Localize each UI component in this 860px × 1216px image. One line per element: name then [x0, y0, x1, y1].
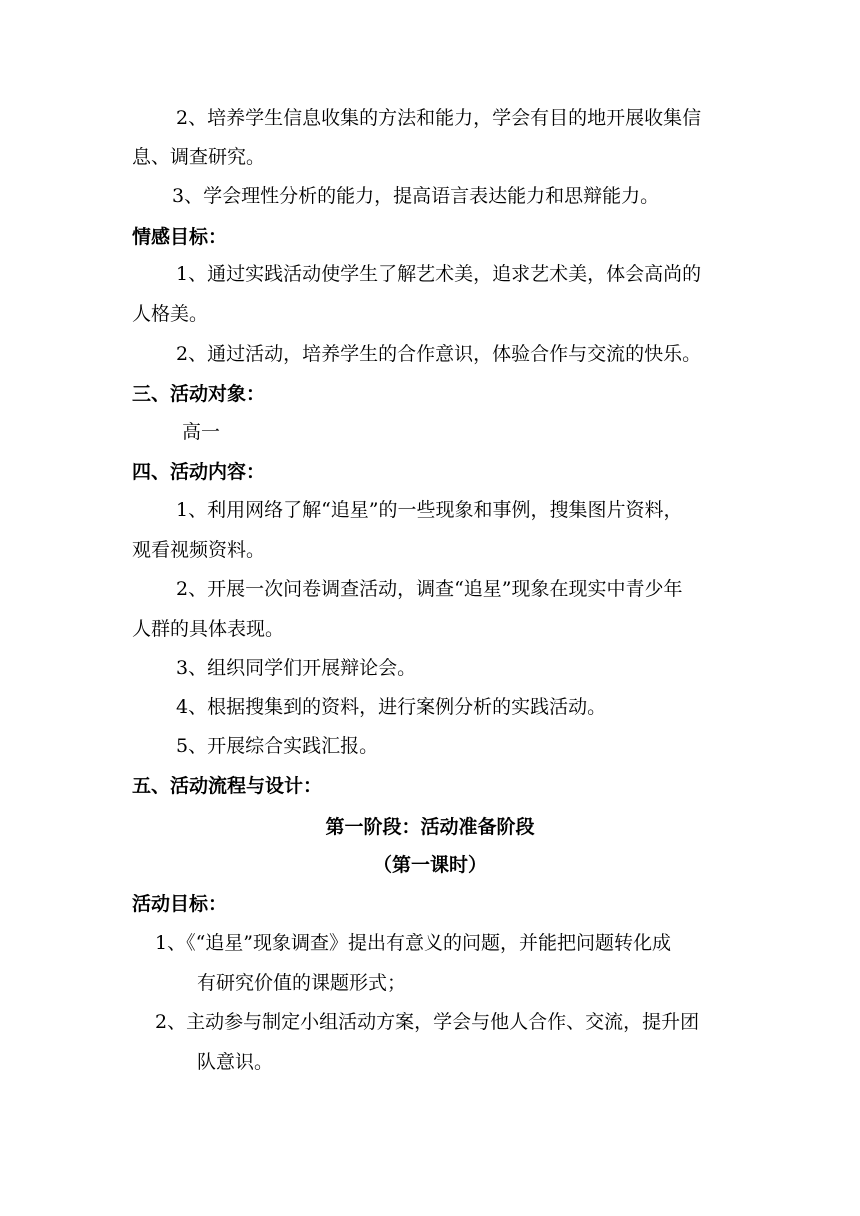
paragraph-line: 3、组织同学们开展辩论会。: [176, 657, 417, 679]
paragraph-line: 息、调查研究。: [132, 146, 266, 168]
paragraph-line: 观看视频资料。: [132, 539, 266, 561]
paragraph-line: 2、开展一次问卷调查活动，调查“追星”现象在现实中青少年: [176, 578, 683, 600]
paragraph-line: 2、培养学生信息收集的方法和能力，学会有目的地开展收集信: [176, 107, 702, 129]
heading-activity-content: 四、活动内容：: [132, 461, 266, 483]
heading-lesson-one: （第一课时）: [372, 854, 487, 876]
paragraph-line: 人格美。: [132, 303, 209, 325]
heading-activity-goals: 活动目标：: [132, 893, 228, 915]
paragraph-line: 5、开展综合实践汇报。: [176, 735, 379, 757]
paragraph-line: 1、利用网络了解“追星”的一些现象和事例，搜集图片资料，: [176, 499, 683, 521]
paragraph-line: 高一: [182, 421, 221, 443]
paragraph-line: 人群的具体表现。: [132, 618, 285, 640]
heading-activity-target: 三、活动对象：: [132, 383, 266, 405]
paragraph-line: 2、主动参与制定小组活动方案，学会与他人合作、交流，提升团: [155, 1011, 700, 1033]
paragraph-line: 1、通过实践活动使学生了解艺术美，追求艺术美，体会高尚的: [176, 263, 702, 285]
paragraph-line: 2、通过活动，培养学生的合作意识，体验合作与交流的快乐。: [176, 343, 702, 365]
heading-activity-process: 五、活动流程与设计：: [132, 775, 323, 797]
paragraph-line: 1、《“追星”现象调查》提出有意义的问题，并能把问题转化成: [155, 932, 672, 954]
paragraph-line: 4、根据搜集到的资料，进行案例分析的实践活动。: [176, 696, 607, 718]
paragraph-line: 3、学会理性分析的能力，提高语言表达能力和思辩能力。: [172, 185, 660, 207]
paragraph-line: 有研究价值的课题形式；: [197, 972, 407, 994]
paragraph-line: 队意识。: [197, 1051, 274, 1073]
heading-stage-one: 第一阶段：活动准备阶段: [325, 816, 535, 838]
heading-emotion-goals: 情感目标：: [132, 226, 228, 248]
